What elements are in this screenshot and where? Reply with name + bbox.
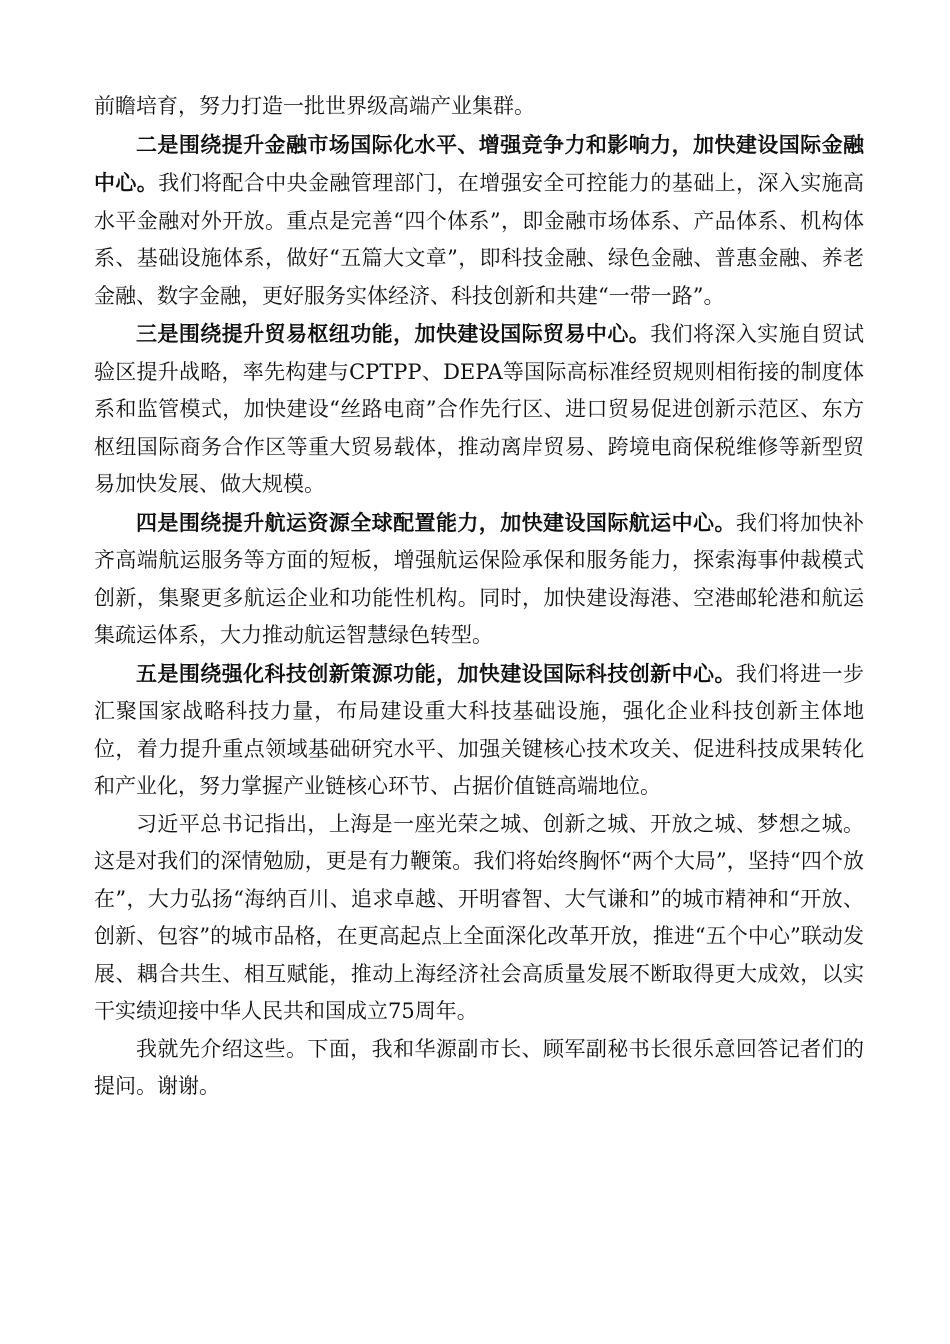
paragraph-text: 我们将深入实施自贸试验区提升战略，率先构建与CPTPP、DEPA等国际高标准经贸规则相衔接的制度体系和监管模式，加快建设“丝路电商”合作先行区、进口贸易促进创新示范区、东方枢纽国际商务合作区等重大贸易载体，推动离岸贸易、跨境电商保税维修等新型贸易加快发展、做大规模。 — [94, 322, 865, 496]
paragraph-lead: 三是围绕提升贸易枢纽功能，加快建设国际贸易中心。 — [136, 321, 651, 346]
paragraph-text: 我们将加快补齐高端航运服务等方面的短板，增强航运保险承保和服务能力，探索海事仲裁模式创新，集聚更多航运企业和功能性机构。同时，加快建设海港、空港邮轮港和航运集疏运体系，大力推动航运智慧绿色转型。 — [94, 510, 865, 647]
paragraph-continuation — [94, 88, 864, 126]
paragraph-text: 我就先介绍这些。下面，我和华源副市长、顾军副秘书长很乐意回答记者们的提问。谢谢。 — [94, 1036, 864, 1098]
paragraph-lead: 二是围绕提升金融市场国际化水平、增强竞争力和影响力，加快建设国际金融中心。 — [94, 131, 864, 195]
paragraph-tech-center — [94, 655, 864, 806]
paragraph-finance-center — [94, 126, 864, 316]
paragraph-trade-center — [94, 315, 864, 504]
paragraph-text: 我们将进一步汇聚国家战略科技力量，布局建设重大科技基础设施，强化企业科技创新主体地位，着力提升重点领域基础研究水平、加强关键核心技术攻关、促进科技成果转化和产业化，努力掌握产业链核心环节、占据价值链高端地位。 — [94, 661, 865, 798]
paragraph-lead: 四是围绕提升航运资源全球配置能力，加快建设国际航运中心。 — [136, 509, 736, 535]
document-page — [94, 88, 864, 1106]
paragraph-text: 前瞻培育，努力打造一批世界级高端产业集群。 — [94, 94, 535, 118]
paragraph-conclusion — [94, 806, 864, 1031]
paragraph-text: 习近平总书记指出，上海是一座光荣之城、创新之城、开放之城、梦想之城。这是对我们的深情勉励，更是有力鞭策。我们将始终胸怀“两个大局”，坚持“四个放在”，大力弘扬“海纳百川、追求卓越、开明睿智、大气谦和”的城市精神和“开放、创新、包容”的城市品格，在更高起点上全面深化改革开放，推进“五个中心”联动发展、耦合共生、相互赋能，推动上海经济社会高质量发展不断取得更大成效，以实干实绩迎接中华人民共和国成立75周年。 — [94, 811, 864, 1023]
paragraph-lead: 五是围绕强化科技创新策源功能，加快建设国际科技创新中心。 — [136, 660, 736, 686]
paragraph-text: 我们将配合中央金融管理部门，在增强安全可控能力的基础上，深入实施高水平金融对外开放。重点是完善“四个体系”，即金融市场体系、产品体系、机构体系、基础设施体系，做好“五篇大文章”，即科技金融、绿色金融、普惠金融、养老金融、数字金融，更好服务实体经济、科技创新和共建“一带一路”。 — [94, 171, 865, 308]
paragraph-shipping-center — [94, 504, 864, 655]
paragraph-closing — [94, 1031, 864, 1106]
